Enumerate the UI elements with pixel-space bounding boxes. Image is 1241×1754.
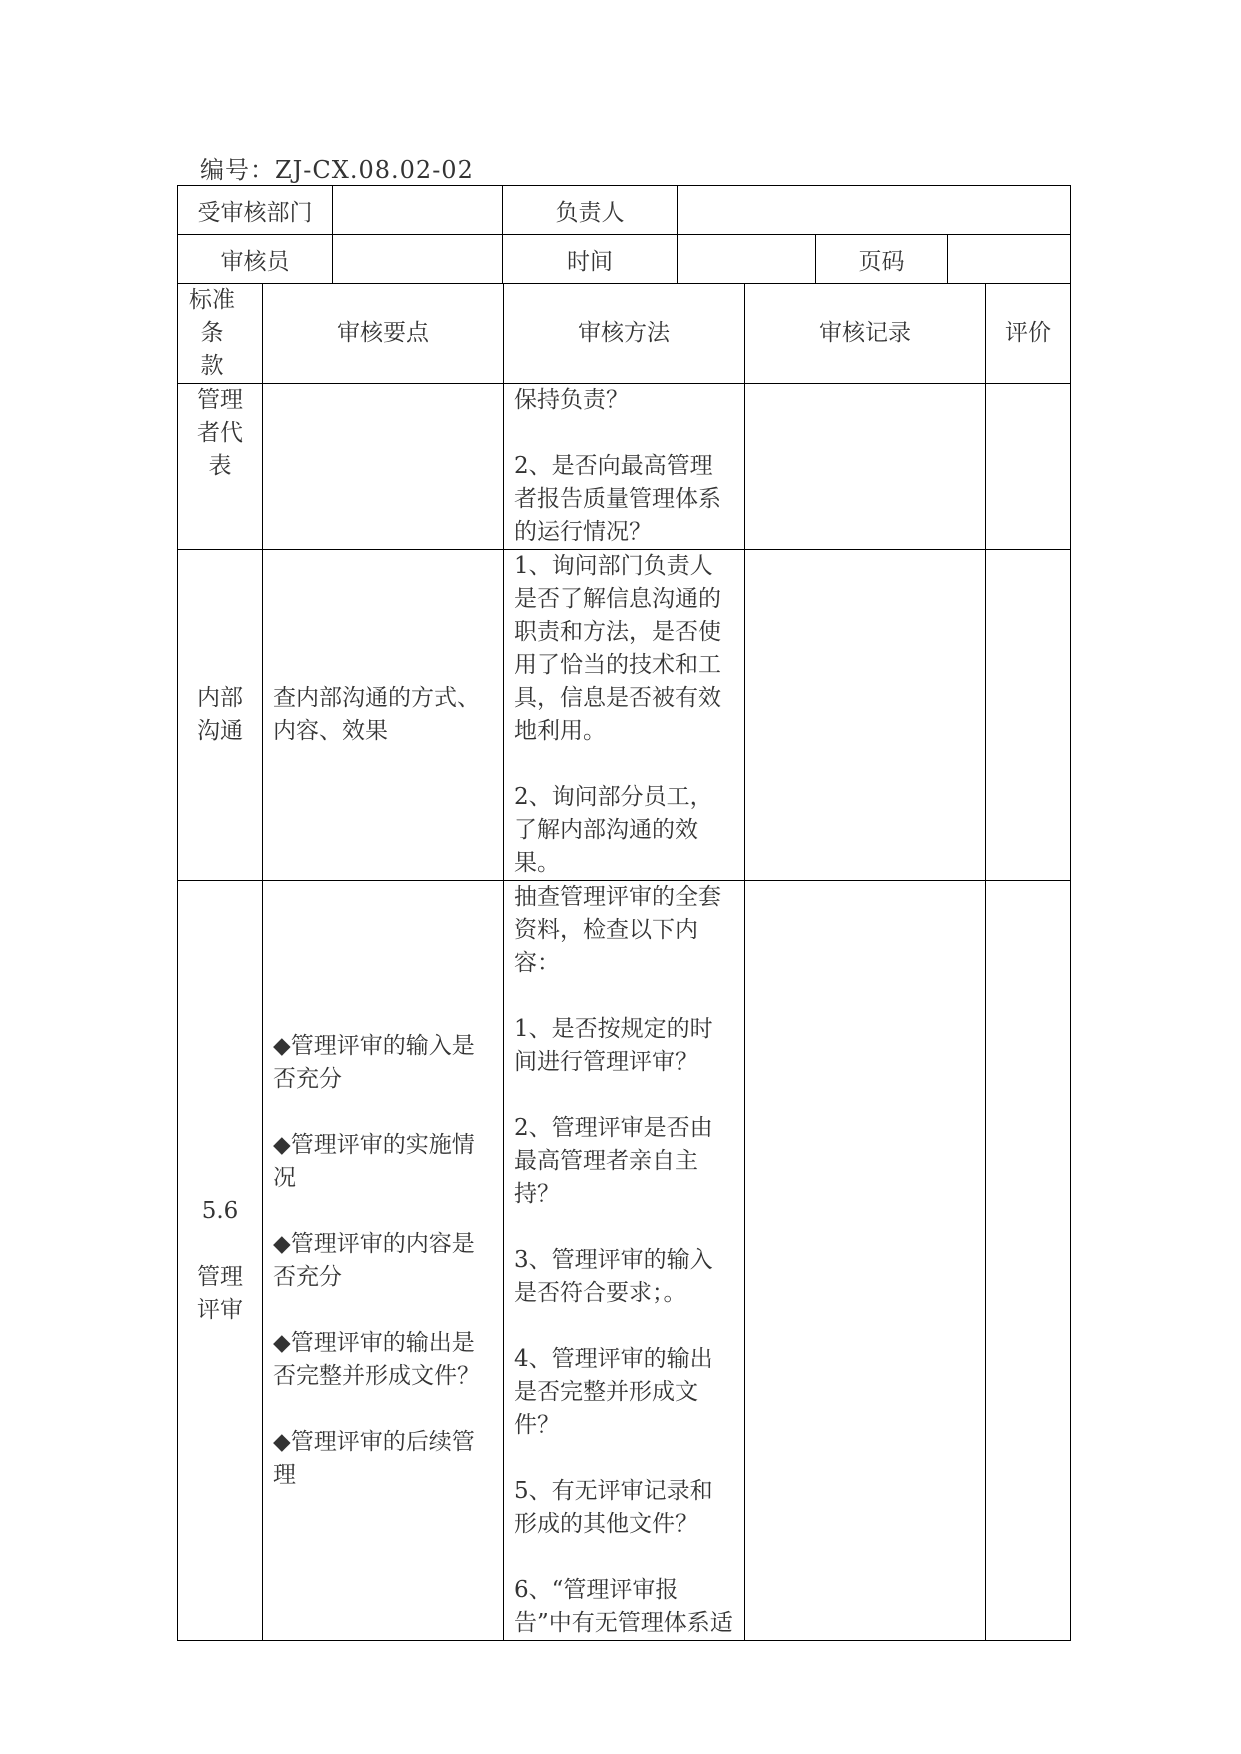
time-value[interactable] [678, 235, 816, 284]
table-row [178, 384, 1071, 550]
auditor-value[interactable] [333, 235, 503, 284]
auditor-label: 审核员 [178, 235, 333, 284]
page-value[interactable] [948, 235, 1071, 284]
table-row [178, 550, 1071, 881]
clause-cell: 内部 沟通 [178, 550, 263, 881]
header-row-2 [178, 235, 1071, 284]
column-header-record: 审核记录 [745, 284, 986, 384]
owner-label: 负责人 [503, 186, 678, 235]
audit-points-cell: 查内部沟通的方式、内容、效果 [263, 550, 504, 881]
column-header-rating: 评价 [986, 284, 1071, 384]
audit-record-cell[interactable] [745, 881, 986, 1641]
audit-points-cell: ◆管理评审的输入是否充分 ◆管理评审的实施情况 ◆管理评审的内容是否充分 ◆管理评审的输出是否完整并形成文件？ ◆管理评审的后续管理 [263, 881, 504, 1641]
time-label: 时间 [503, 235, 678, 284]
rating-cell[interactable] [986, 384, 1071, 550]
audit-checklist-table [177, 283, 1071, 1641]
clause-cell: 管理 者代 表 [178, 384, 263, 550]
column-header-method: 审核方法 [504, 284, 745, 384]
audit-record-cell[interactable] [745, 384, 986, 550]
clause-cell: 5.6 管理 评审 [178, 881, 263, 1641]
rating-cell[interactable] [986, 881, 1071, 1641]
audit-method-cell: 1、询问部门负责人是否了解信息沟通的职责和方法，是否使用了恰当的技术和工具，信息是否被有效地利用。 2、询问部分员工，了解内部沟通的效果。 [504, 550, 745, 881]
page-label: 页码 [816, 235, 948, 284]
audit-method-cell: 保持负责？ 2、是否向最高管理者报告质量管理体系的运行情况？ [504, 384, 745, 550]
rating-cell[interactable] [986, 550, 1071, 881]
column-header-points: 审核要点 [263, 284, 504, 384]
column-header-row [178, 284, 1071, 384]
audited-dept-label: 受审核部门 [178, 186, 333, 235]
owner-value[interactable] [678, 186, 1071, 235]
header-table [177, 185, 1071, 284]
table-row [178, 881, 1071, 1641]
column-header-clause: 标准 条 款 [178, 284, 263, 384]
audited-dept-value[interactable] [333, 186, 503, 235]
audit-record-cell[interactable] [745, 550, 986, 881]
document-number: 编号：ZJ-CX.08.02-02 [200, 156, 474, 184]
audit-method-cell: 抽查管理评审的全套资料，检查以下内容： 1、是否按规定的时间进行管理评审？ 2、管理评审是否由最高管理者亲自主持？ 3、管理评审的输入是否符合要求；。 4、管理评审的输出是否完整并形成文件？ 5、有无评审记录和形成的其他文件？ 6、“管理评审报告”中有无管理体系适 [504, 881, 745, 1641]
audit-points-cell [263, 384, 504, 550]
header-row-1 [178, 186, 1071, 235]
